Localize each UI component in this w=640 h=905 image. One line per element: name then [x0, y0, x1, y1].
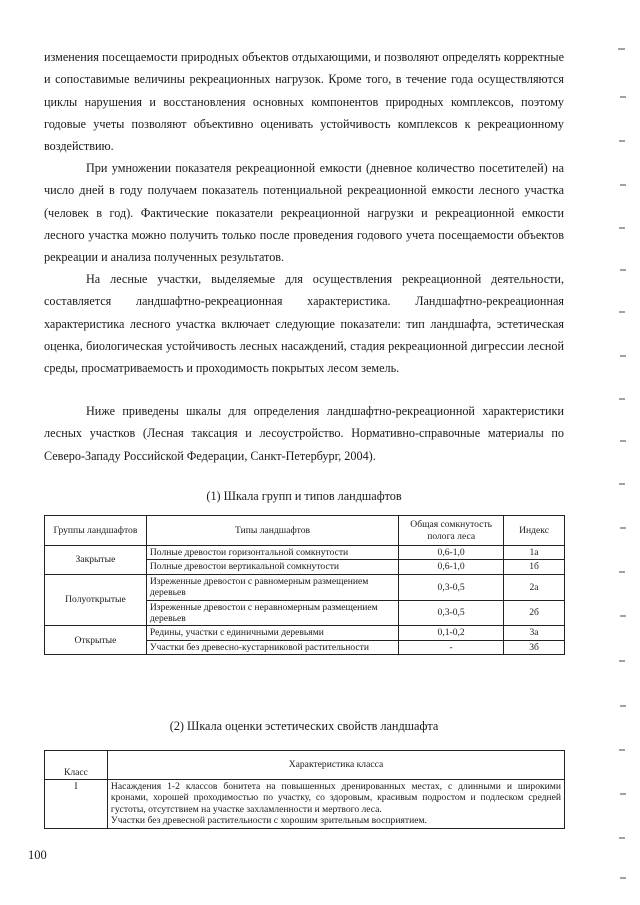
index-value: 3б: [504, 640, 565, 654]
class-value: I: [45, 780, 108, 829]
table2-caption: (2) Шкала оценки эстетических свойств ландшафта: [169, 719, 439, 733]
landscape-type: Участки без древесно-кустарниковой растительности: [146, 640, 398, 654]
group-semi-open: Полуоткрытые: [45, 574, 147, 626]
landscape-type: Полные древостои горизонтальной сомкнутости: [146, 546, 398, 560]
paragraph-4: Ниже приведены шкалы для определения ландшафтно-рекреационной характеристики лесных участков (Лесная таксация и лесоустройство. Нормативно-справочные материалы по Северо-Западу Российской Федерации, Санкт-Петербург, 2004).: [44, 404, 564, 463]
index-value: 2б: [504, 600, 565, 626]
table-row: [45, 626, 565, 640]
class-description-text-2: Участки без древесной растительности с хорошим зрительным восприятием.: [110, 815, 427, 827]
density-value: -: [399, 640, 504, 654]
density-value: 0,3-0,5: [399, 574, 504, 600]
table1-header-index: Индекс: [504, 516, 565, 546]
table-row: [45, 780, 565, 829]
index-value: 1а: [504, 546, 565, 560]
table1-header-types: Типы ландшафтов: [146, 516, 398, 546]
density-value: 0,3-0,5: [399, 600, 504, 626]
landscape-types-table: [44, 515, 565, 655]
landscape-type: Изреженные древостои с неравномерным размещением деревьев: [146, 600, 398, 626]
index-value: 2а: [504, 574, 565, 600]
group-open: Открытые: [45, 626, 147, 655]
paragraph-2: При умножении показателя рекреационной емкости (дневное количество посетителей) на число дней в году получаем показатель потенциальной рекреационной емкости лесного участка (человек в год). Фактические показатели рекреационной нагрузки и рекреационной емкости лесного участка можно получить только после проведения годового учета посещаемости объектов рекреации и анализа полученных результатов.: [44, 161, 564, 265]
table-row: [45, 546, 565, 560]
density-value: 0,1-0,2: [399, 626, 504, 640]
table2-header-class: Класс: [45, 751, 108, 780]
table-row: [45, 574, 565, 600]
table1-header-row: [45, 516, 565, 546]
class-description: [107, 780, 564, 829]
paragraph-3: На лесные участки, выделяемые для осуществления рекреационной деятельности, составляется ландшафтно-рекреационная характеристика. Ландшафтно-рекреационная характеристика лесного участка включает следующие показатели: тип ландшафта, эстетическая оценка, биологическая устойчивость лесных насаждений, стадия рекреационной дигрессии лесной среды, просматриваемость и проходимость покрытых лесом земель.: [44, 272, 564, 376]
group-closed: Закрытые: [45, 546, 147, 575]
landscape-type: Редины, участки с единичными деревьями: [146, 626, 398, 640]
table2-header-desc: Характеристика класса: [107, 751, 564, 780]
density-value: 0,6-1,0: [399, 560, 504, 574]
aesthetic-scale-table: [44, 750, 565, 829]
landscape-type: Изреженные древостои с равномерным размещением деревьев: [146, 574, 398, 600]
page-number: 100: [28, 848, 47, 862]
table1-header-density: Общая сомкнутость полога леса: [399, 516, 504, 546]
table1-caption: (1) Шкала групп и типов ландшафтов: [206, 489, 402, 503]
index-value: 3а: [504, 626, 565, 640]
landscape-type: Полные древостои вертикальной сомкнутости: [146, 560, 398, 574]
table1-header-groups: Группы ландшафтов: [45, 516, 147, 546]
table2-header-row: [45, 751, 565, 780]
density-value: 0,6-1,0: [399, 546, 504, 560]
class-description-text: Насаждения 1-2 классов бонитета на повышенных дренированных местах, с длинными и широкими кронами, хорошей проходимостью по участку, со здоровым, красивым подростом и подлеском средней густоты, отсутствием на участке захламленности и мертвого леса.: [110, 781, 561, 815]
paragraph-1: изменения посещаемости природных объектов отдыхающими, и позволяют определять корректные и сопоставимые величины рекреационных нагрузок. Кроме того, в течение года осуществляются циклы нарушения и восстановления основных компонентов природных комплексов, поэтому годовые учеты позволяют объективно оценивать устойчивость комплексов к рекреационному воздействию.: [44, 50, 564, 154]
index-value: 1б: [504, 560, 565, 574]
